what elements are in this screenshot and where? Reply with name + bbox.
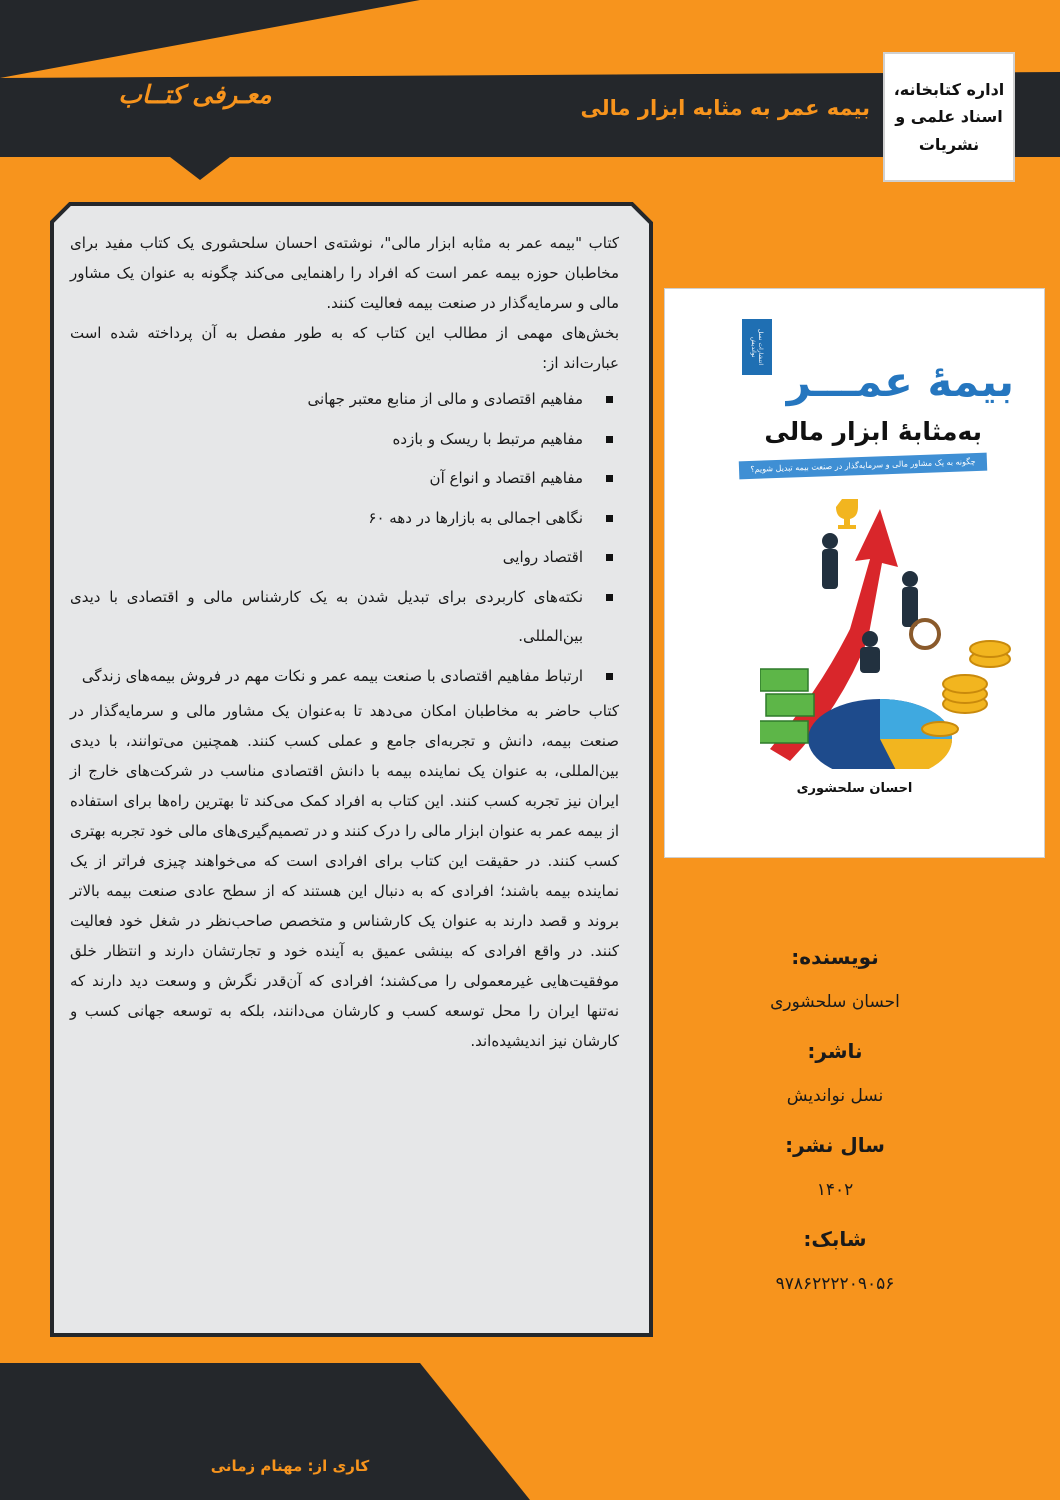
isbn-value: ۹۷۸۶۲۲۲۲۰۹۰۵۶	[775, 1274, 895, 1294]
ship-wheel-icon	[911, 620, 939, 648]
list-item: نگاهی اجمالی به بازارها در دهه ۶۰	[70, 499, 583, 539]
list-item: مفاهیم مرتبط با ریسک و بازده	[70, 420, 583, 460]
list-item: مفاهیم اقتصاد و انواع آن	[70, 459, 583, 499]
department-line: اسناد علمی و	[895, 107, 1003, 127]
section-label: معـرفی کتــاب	[118, 80, 272, 109]
trophy-icon	[836, 499, 858, 529]
book-details	[700, 940, 970, 1316]
year-value: ۱۴۰۲	[816, 1180, 854, 1200]
publisher-label: ناشر:	[807, 1039, 863, 1063]
list-item: اقتصاد روایی	[70, 538, 583, 578]
topics-list	[70, 380, 619, 696]
cover-tagline: چگونه به یک مشاور مالی و سرمایه‌گذار در صنعت بیمه تبدیل شویم؟	[739, 453, 987, 480]
department-box	[883, 52, 1015, 182]
footer-credit: کاری از: مهنام زمانی	[210, 1457, 370, 1475]
sections-intro: بخش‌های مهمی از مطالب این کتاب که به طور مفصل به آن پرداخته شده است عبارت‌اند از:	[70, 324, 619, 372]
footer-slope	[420, 1363, 530, 1500]
publisher-logo: انتشارات نسل نواندیش	[742, 319, 772, 375]
year-label: سال نشر:	[785, 1133, 885, 1157]
footer-band	[0, 1363, 420, 1500]
author-label: نویسنده:	[791, 945, 879, 969]
corner-triangle	[0, 0, 420, 78]
list-item: نکته‌های کاربردی برای تبدیل شدن به یک کارشناس مالی و اقتصادی با دیدی بین‌المللی.	[70, 578, 583, 657]
cover-author: احسان سلحشوری	[796, 781, 913, 796]
isbn-label: شابک:	[803, 1227, 867, 1251]
author-value: احسان سلحشوری	[770, 992, 900, 1012]
article-body	[70, 228, 619, 1056]
intro-paragraph: کتاب "بیمه عمر به مثابه ابزار مالی"، نوشته‌ی احسان سلحشوری یک کتاب مفید برای مخاطبان حوزه بیمه عمر است که افراد را راهنمایی می‌کند چگونه به عنوان یک مشاور مالی و سرمایه‌گذار در صنعت بیمه فعالیت کنند.	[70, 234, 619, 312]
coins-icon	[922, 641, 1010, 736]
page-title: بیمه عمر به مثابه ابزار مالی	[580, 96, 870, 120]
department-line: نشریات	[918, 134, 980, 154]
book-cover	[664, 288, 1045, 858]
closing-paragraph: کتاب حاضر به مخاطبان امکان می‌دهد تا به‌عنوان یک مشاور مالی و سرمایه‌گذار در صنعت بیمه، دانش و تجربه‌ای جامع و عملی کسب کنند. همچنین می‌توانند، با دیدی بین‌المللی، به عنوان یک نماینده بیمه با دانش اقتصادی مناسب در شرکت‌های خارج از ایران نیز تجربه کسب کنند. این کتاب به افراد کمک می‌کند تا بهترین راه‌ها برای استفاده از بیمه عمر به عنوان ابزار مالی را درک کنند و در تصمیم‌گیری‌های مالی خود تجربه بهتری کسب کنند. در حقیقت این کتاب برای افرادی است که می‌خواهند چیزی فراتر از یک نماینده بیمه باشند؛ افرادی که به دنبال این هستند که از سطح عادی صنعت بیمه بالاتر بروند و قصد دارند به عنوان یک کارشناس و متخصص صاحب‌نظر در شغل خود فعالیت کنند. در واقع افرادی که بینشی عمیق به آینده خود و تجارتشان دارند و انتظار خلق موفقیت‌هایی غیرمعمولی را می‌کشند؛ افرادی که آن‌قدر نگرش و وسعت دید دارند که نه‌تنها ایران را محل توسعه کسب و کارشان می‌دانند، بلکه به توسعه جهانی کسب و کارشان نیز اندیشیده‌اند.	[70, 702, 619, 1050]
department-line: اداره کتابخانه،	[893, 80, 1005, 100]
cover-title: بیمهٔ عمـــر	[786, 357, 1014, 406]
list-item: مفاهیم اقتصادی و مالی از منابع معتبر جهانی	[70, 380, 583, 420]
list-item: ارتباط مفاهیم اقتصادی با صنعت بیمه عمر و نکات مهم در فروش بیمه‌های زندگی	[70, 657, 583, 697]
money-icon	[760, 669, 814, 743]
publisher-value: نسل نواندیش	[786, 1086, 884, 1106]
cover-subtitle: به‌مثابهٔ ابزار مالی	[764, 417, 982, 446]
cover-illustration	[760, 489, 1020, 769]
